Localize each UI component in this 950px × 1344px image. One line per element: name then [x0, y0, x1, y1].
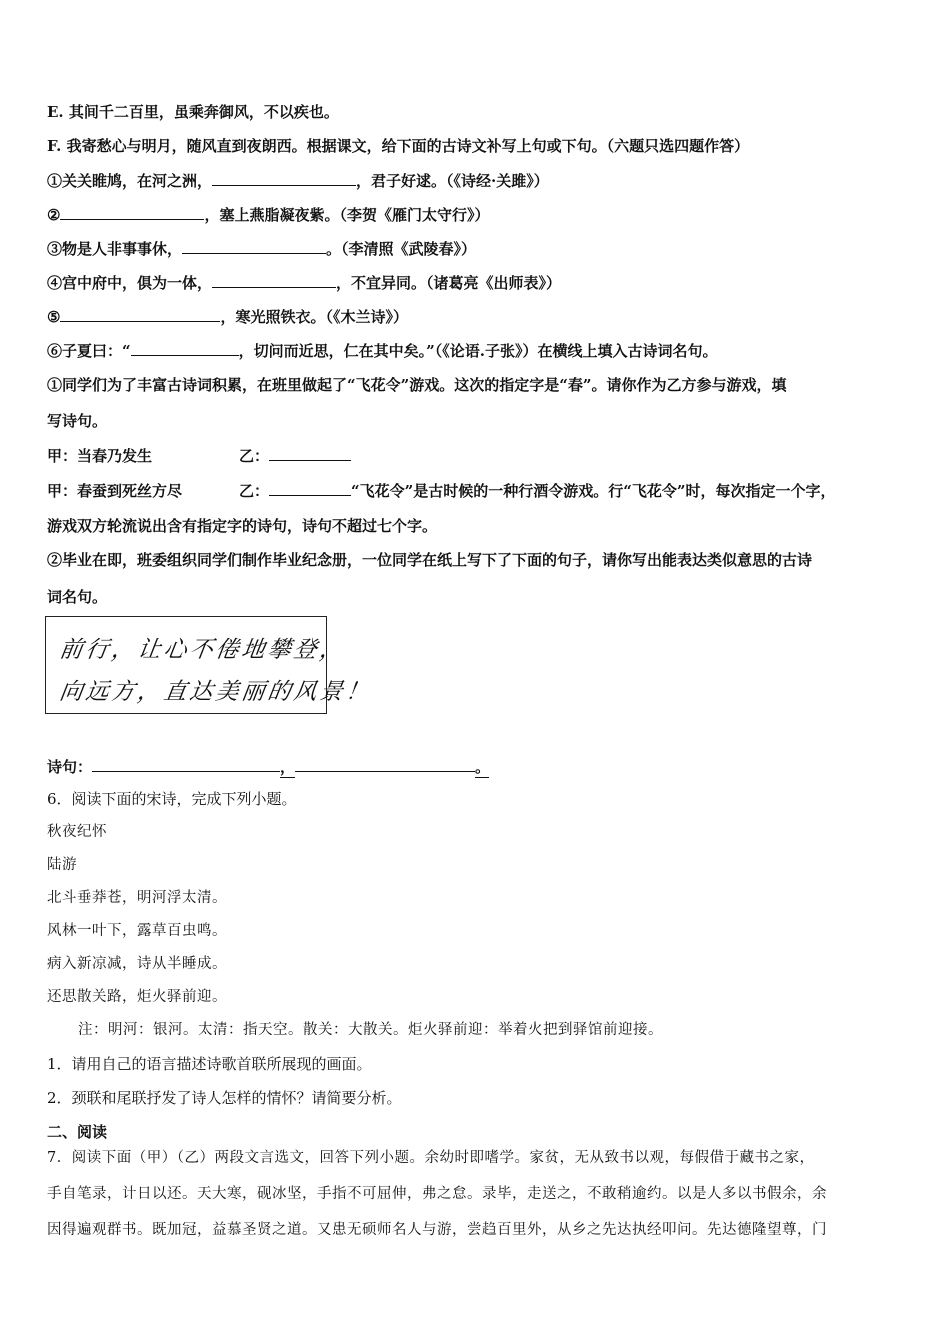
- graduation-instruction-1: ②毕业在即，班委组织同学们制作毕业纪念册，一位同学在纸上写下了下面的句子，请你写出能表达类似意思的古诗: [47, 551, 813, 569]
- q6-blank[interactable]: [131, 340, 239, 356]
- q3-blank[interactable]: [182, 238, 326, 254]
- poem-line-2: 风林一叶下，露草百虫鸣。: [47, 923, 227, 939]
- q1-blank[interactable]: [212, 170, 356, 186]
- poem-line-4: 还思散关路，炬火驿前迎。: [47, 989, 227, 1005]
- feihualing-definition-2: 游戏双方轮流说出含有指定字的诗句，诗句不超过七个字。: [47, 517, 438, 535]
- poem-answer-blank-2[interactable]: [295, 756, 475, 772]
- jia-line-1: 甲：当春乃发生: [47, 447, 153, 465]
- poem-answer-line: [47, 756, 489, 778]
- q4-blank[interactable]: [212, 272, 336, 288]
- section-heading-reading: 二、阅读: [47, 1123, 108, 1141]
- q3-prefix: ③物是人非事事休，: [47, 240, 183, 258]
- yi-blank-2[interactable]: [269, 480, 351, 496]
- q2-suffix: ，塞上燕脂凝夜紫。（李贺《雁门太守行》）: [204, 206, 490, 224]
- sub-question-1: 1．请用自己的语言描述诗歌首联所展现的画面。: [47, 1055, 372, 1073]
- fill-question-3: [47, 238, 476, 259]
- poem-author: 陆游: [47, 857, 77, 873]
- yi-label-1: 乙：: [239, 447, 270, 465]
- q3-suffix: 。（李清照《武陵春》）: [326, 240, 477, 258]
- handwritten-line-1: 前行，让心不倦地攀登，: [57, 637, 348, 663]
- poem-answer-comma: ，: [280, 758, 296, 776]
- poem-line-3: 病入新凉减，诗从半睡成。: [47, 956, 227, 972]
- poem-answer-end: 。: [475, 758, 491, 776]
- q1-prefix: ①关关睢鸠，在河之洲，: [47, 172, 213, 190]
- poem-line-1: 北斗垂莽苍，明河浮太清。: [47, 890, 227, 906]
- graduation-instruction-2: 词名句。: [47, 588, 108, 606]
- poem-note: 注：明河：银河。太清：指天空。散关：大散关。炬火驿前迎：举着火把到驿馆前迎接。: [78, 1022, 663, 1038]
- poem-title: 秋夜纪怀: [47, 824, 107, 840]
- q4-prefix: ④宫中府中，俱为一体，: [47, 274, 213, 292]
- handwritten-note-image: [45, 616, 374, 714]
- fill-question-2: [47, 204, 489, 225]
- q2-prefix: ②: [47, 206, 61, 224]
- q6-prefix: ⑥子夏曰：“: [47, 342, 131, 360]
- q5-blank[interactable]: [60, 306, 220, 322]
- jia-line-2: 甲：春蚕到死丝方尽: [47, 482, 183, 500]
- q1-suffix: ，君子好逑。（《诗经·关雎》）: [356, 172, 549, 190]
- poem-answer-blank-1[interactable]: [92, 756, 280, 772]
- line-f: F. 我寄愁心与明月，随风直到夜朗西。根据课文，给下面的古诗文补写上句或下句。（六题只选四题作答）: [47, 137, 750, 155]
- handwritten-line-2: 向远方，直达美丽的风景！: [57, 679, 374, 705]
- question-7-line-2: 手自笔录，计日以还。天大寒，砚冰坚，手指不可屈伸，弗之怠。录毕，走送之，不敢稍逾约。以是人多以书假余，余: [47, 1186, 827, 1202]
- q2-blank[interactable]: [60, 204, 204, 220]
- q6-suffix: ，切问而近思，仁在其中矣。”（《论语.子张》）在横线上填入古诗词名句。: [238, 342, 718, 360]
- line-e: E. 其间千二百里，虽乘奔御风，不以疾也。: [47, 103, 339, 121]
- q5-prefix: ⑤: [47, 308, 61, 326]
- fill-question-4: [47, 272, 561, 293]
- sub-question-2: 2．颈联和尾联抒发了诗人怎样的情怀？请简要分析。: [47, 1089, 402, 1107]
- fill-question-1: [47, 170, 549, 191]
- poem-answer-label: 诗句：: [47, 758, 93, 776]
- yi-label-2: 乙：: [239, 482, 270, 500]
- q5-suffix: ，寒光照铁衣。（《木兰诗》）: [220, 308, 408, 326]
- game-round-1: [47, 445, 351, 466]
- game-round-2: [47, 480, 836, 501]
- yi-blank-1[interactable]: [269, 445, 351, 461]
- question-6-intro: 6．阅读下面的宋诗，完成下列小题。: [47, 790, 297, 808]
- question-7-line-1: 7．阅读下面（甲）（乙）两段文言选文，回答下列小题。余幼时即嗜学。家贫，无从致书以观，每假借于藏书之家，: [47, 1150, 815, 1166]
- feihualing-instruction-2: 写诗句。: [47, 412, 108, 430]
- feihualing-definition: “飞花令”是古时候的一种行酒令游戏。行“飞花令”时，每次指定一个字，: [351, 482, 836, 500]
- feihualing-instruction-1: ①同学们为了丰富古诗词积累，在班里做起了“飞花令”游戏。这次的指定字是“春”。请你作为乙方参与游戏，填: [47, 376, 787, 394]
- q4-suffix: ，不宜异同。（诸葛亮《出师表》）: [336, 274, 562, 292]
- fill-question-6: [47, 340, 718, 361]
- question-7-line-3: 因得遍观群书。既加冠，益慕圣贤之道。又患无硕师名人与游，尝趋百里外，从乡之先达执经叩问。先达德隆望尊，门: [47, 1222, 827, 1238]
- fill-question-5: [47, 306, 408, 327]
